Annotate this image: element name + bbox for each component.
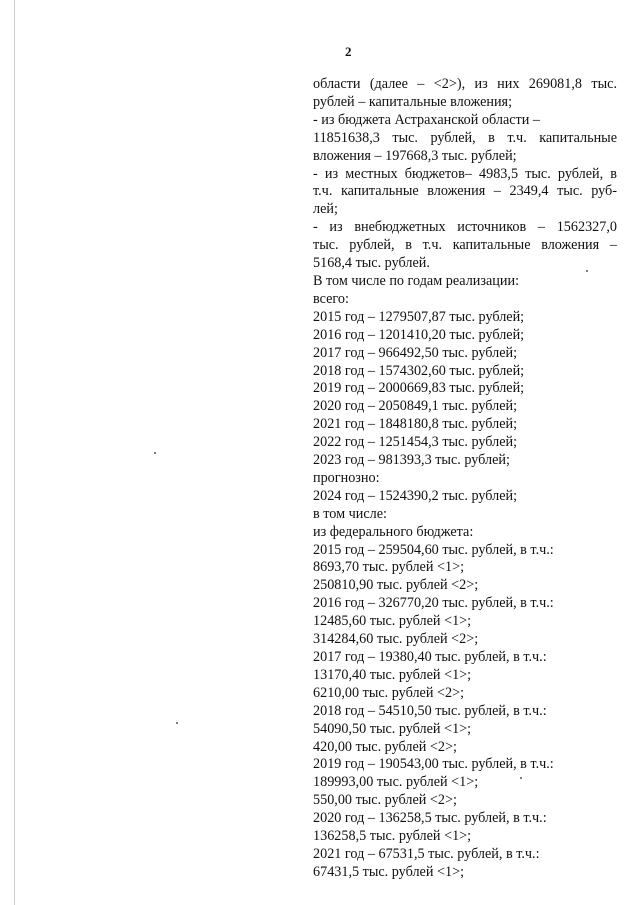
text-line: тыс. рублей, в т.ч. капитальные вложения – bbox=[313, 237, 617, 254]
text-line: 6210,00 тыс. рублей <2>; bbox=[313, 684, 465, 701]
scan-edge-line bbox=[14, 0, 15, 905]
text-line: 2019 год – 190543,00 тыс. рублей, в т.ч.: bbox=[313, 756, 554, 773]
page-number: 2 bbox=[345, 44, 352, 59]
text-line: 250810,90 тыс. рублей <2>; bbox=[313, 577, 479, 594]
text-line: 2015 год – 259504,60 тыс. рублей, в т.ч.: bbox=[313, 541, 554, 558]
text-line: 2019 год – 2000669,83 тыс. рублей; bbox=[313, 380, 525, 397]
text-line: 2022 год – 1251454,3 тыс. рублей; bbox=[313, 434, 518, 451]
text-line: 189993,00 тыс. рублей <1>; bbox=[313, 774, 479, 791]
text-line: 550,00 тыс. рублей <2>; bbox=[313, 792, 457, 809]
text-line: 13170,40 тыс. рублей <1>; bbox=[313, 666, 472, 683]
text-line: 2024 год – 1524390,2 тыс. рублей; bbox=[313, 487, 518, 504]
text-line: 11851638,3 тыс. рублей, в т.ч. капитальные bbox=[313, 129, 617, 146]
scan-speck bbox=[586, 270, 588, 272]
text-line: 2023 год – 981393,3 тыс. рублей; bbox=[313, 452, 510, 469]
text-line: 2021 год – 1848180,8 тыс. рублей; bbox=[313, 416, 518, 433]
text-line: т.ч. капитальные вложения – 2349,4 тыс. руб- bbox=[313, 183, 617, 200]
text-line: 2017 год – 19380,40 тыс. рублей, в т.ч.: bbox=[313, 649, 547, 665]
text-line: - из внебюджетных источников – 1562327,0 bbox=[313, 219, 617, 236]
text-line: 2018 год – 54510,50 тыс. рублей, в т.ч.: bbox=[313, 702, 547, 719]
scan-speck bbox=[520, 777, 522, 779]
text-line: 2015 год – 1279507,87 тыс. рублей; bbox=[313, 308, 525, 325]
text-line: 2018 год – 1574302,60 тыс. рублей; bbox=[313, 362, 525, 379]
text-line: 2020 год – 136258,5 тыс. рублей, в т.ч.: bbox=[313, 810, 547, 827]
text-line: всего: bbox=[313, 290, 349, 307]
text-line: 5168,4 тыс. рублей. bbox=[313, 255, 430, 272]
text-line: 2021 год – 67531,5 тыс. рублей, в т.ч.: bbox=[313, 845, 540, 862]
text-line: прогнозно: bbox=[313, 469, 380, 486]
scan-speck bbox=[176, 722, 178, 724]
text-line: - из бюджета Астраханской области – bbox=[313, 111, 540, 128]
text-line: 2016 год – 326770,20 тыс. рублей, в т.ч.: bbox=[313, 595, 554, 612]
text-line: области (далее – <2>), из них 269081,8 тыс. bbox=[313, 76, 617, 92]
text-line: 2020 год – 2050849,1 тыс. рублей; bbox=[313, 398, 518, 415]
text-line: 136258,5 тыс. рублей <1>; bbox=[313, 828, 472, 845]
text-line: 314284,60 тыс. рублей <2>; bbox=[313, 631, 479, 648]
text-line: 2016 год – 1201410,20 тыс. рублей; bbox=[313, 326, 525, 343]
text-line: 54090,50 тыс. рублей <1>; bbox=[313, 720, 472, 737]
document-body bbox=[313, 76, 617, 882]
text-line: 420,00 тыс. рублей <2>; bbox=[313, 738, 457, 755]
scan-speck bbox=[154, 452, 156, 454]
text-line: вложения – 197668,3 тыс. рублей; bbox=[313, 147, 517, 164]
text-line: 12485,60 тыс. рублей <1>; bbox=[313, 613, 472, 630]
text-line: 2017 год – 966492,50 тыс. рублей; bbox=[313, 344, 518, 361]
text-line: рублей – капитальные вложения; bbox=[313, 93, 513, 110]
text-line: - из местных бюджетов– 4983,5 тыс. рублей, в bbox=[313, 165, 617, 182]
text-line: В том числе по годам реализации: bbox=[313, 272, 520, 289]
text-line: в том числе: bbox=[313, 505, 387, 522]
text-line: из федерального бюджета: bbox=[313, 523, 474, 540]
text-line: лей; bbox=[313, 201, 338, 218]
text-line: 67431,5 тыс. рублей <1>; bbox=[313, 863, 465, 880]
text-line: 8693,70 тыс. рублей <1>; bbox=[313, 559, 465, 576]
